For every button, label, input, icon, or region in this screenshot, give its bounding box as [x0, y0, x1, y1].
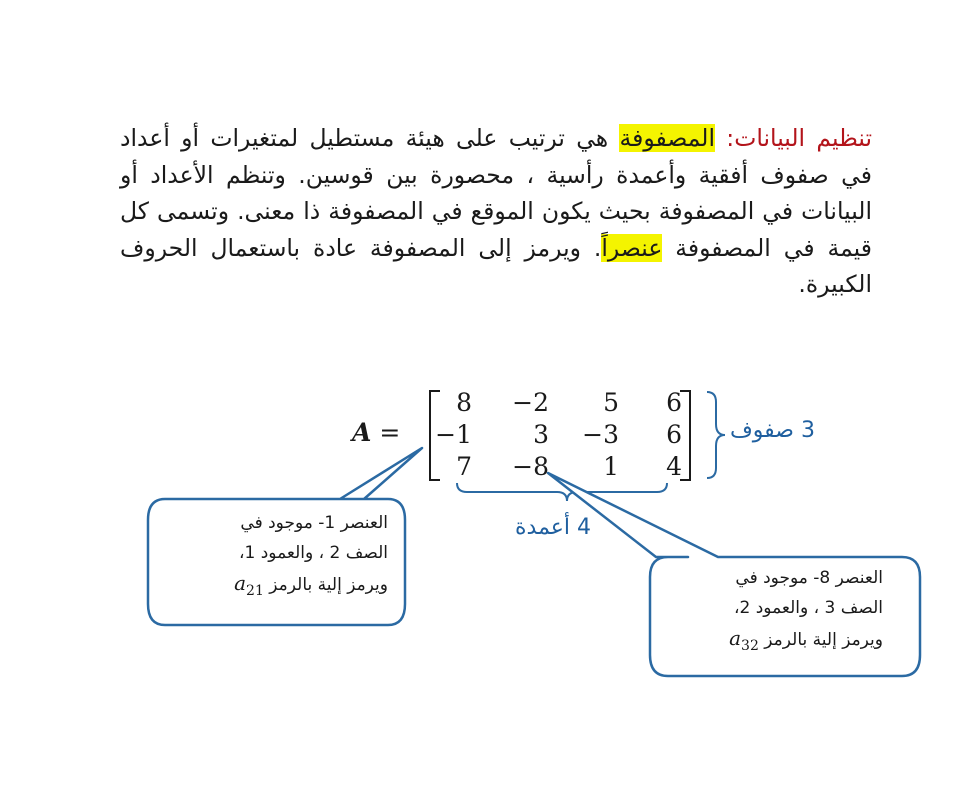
matrix-name: A — [352, 418, 372, 447]
highlight-matrix-word: المصفوفة — [619, 124, 715, 152]
matrix-cell-r1c2: −2 — [512, 388, 549, 417]
paragraph-text-2: . ويرمز إلى المصفوفة عادة باستعمال الحروف الكبيرة. — [120, 233, 872, 298]
matrix-cell-r3c1: 7 — [456, 452, 472, 481]
matrix-cell-r2c2: 3 — [533, 420, 549, 449]
matrix-cell-r2c4: 6 — [666, 420, 682, 449]
equals-sign: = — [379, 418, 401, 447]
matrix-cell-r1c1: 8 — [456, 388, 472, 417]
highlight-element-word: عنصراً — [601, 233, 663, 262]
matrix-cell-r2c3: −3 — [582, 420, 619, 449]
callout-right-line2: الصف 3 ، والعمود 2، — [733, 598, 883, 618]
columns-count-label: 4 أعمدة — [515, 515, 592, 540]
matrix-cell-r1c4: 6 — [666, 388, 682, 417]
callout-left-line1: العنصر 1- موجود في — [240, 513, 388, 533]
callout-right-text — [665, 563, 883, 661]
matrix-cell-r1c3: 5 — [603, 388, 619, 417]
matrix-cell-r3c4: 4 — [666, 452, 682, 481]
rows-brace — [707, 392, 725, 478]
matrix-cell-r2c1: −1 — [435, 420, 472, 449]
callout-left-text — [160, 508, 388, 606]
rows-count-label: 3 صفوف — [730, 418, 815, 443]
matrix-label — [352, 418, 400, 447]
element-symbol-a21: $a_{21}$ — [234, 571, 264, 599]
columns-brace — [457, 483, 667, 501]
paragraph-text-1: هي ترتيب على هيئة مستطيل لمتغيرات أو أعداد في صفوف أفقية وأعمدة رأسية ، محصورة بين قوسين. وتنظم الأعداد أو البيانات في المصفوفة بحيث يكون الموقع في المصفوفة ذا معنى. وتسمى كل قيمة في المصفوفة — [120, 124, 872, 262]
term-label: تنظيم البيانات: — [726, 124, 872, 152]
callout-left-line3: ويرمز إلية بالرمز $a_{21}$ — [234, 571, 388, 599]
callout-right-line3: ويرمز إلية بالرمز $a_{32}$ — [729, 626, 883, 654]
callout-right-line1: العنصر 8- موجود في — [735, 568, 883, 588]
element-symbol-a32: $a_{32}$ — [729, 626, 759, 654]
matrix-cell-r3c3: 1 — [603, 452, 619, 481]
matrix-cell-r3c2: −8 — [512, 452, 549, 481]
callout-left-line2: الصف 2 ، والعمود 1، — [238, 543, 388, 563]
